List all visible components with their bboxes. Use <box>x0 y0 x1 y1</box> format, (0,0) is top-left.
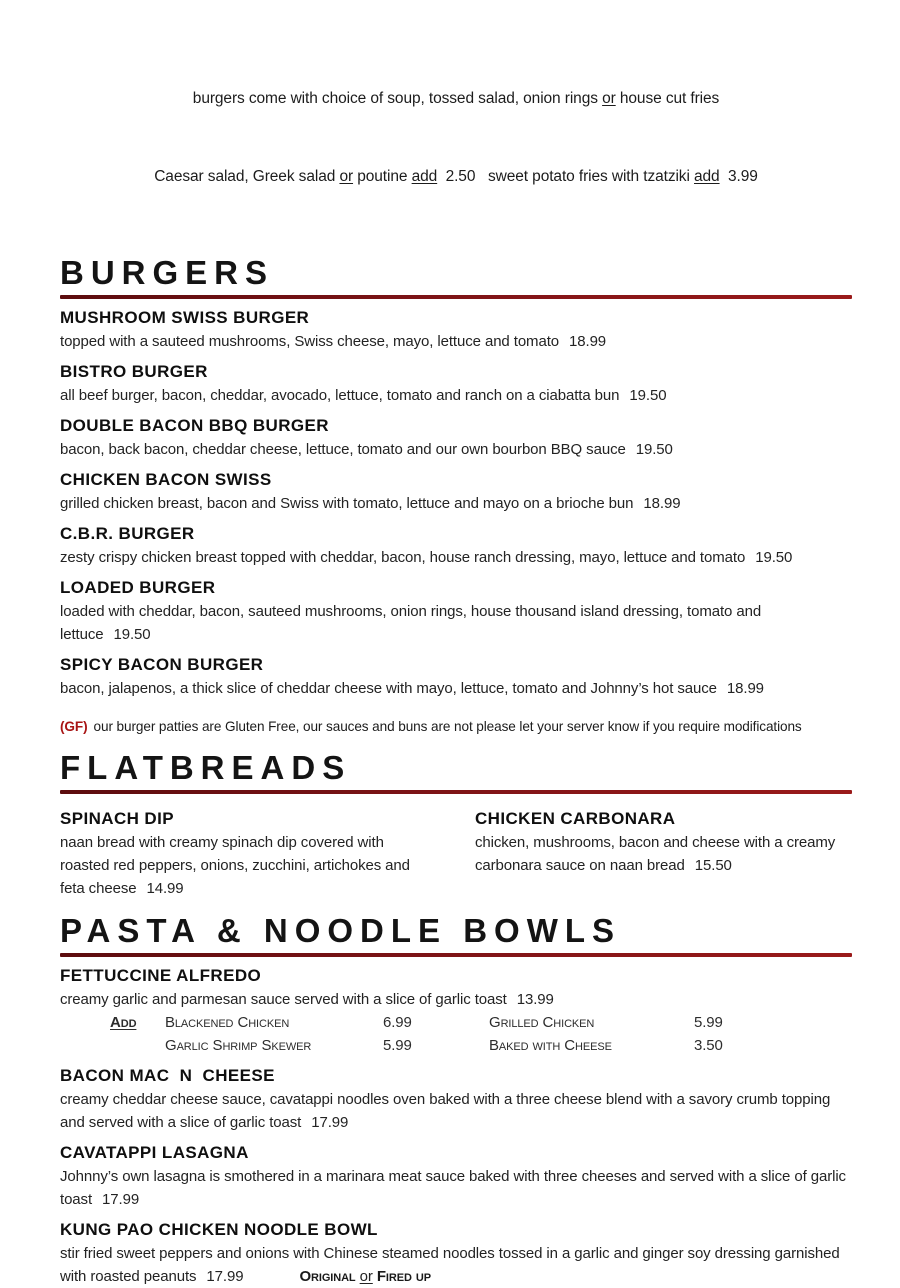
item-desc <box>60 1088 852 1134</box>
item-name: MUSHROOM SWISS BURGER <box>60 308 310 327</box>
item-desc <box>60 384 852 407</box>
menu-item <box>60 468 852 515</box>
item-desc-text: loaded with cheddar, bacon, sauteed mushrooms, onion rings, house thousand island dressing, tomato and lettuce <box>60 603 762 643</box>
intro-text: burgers come with choice of soup, tossed salad, onion rings <box>192 90 603 107</box>
item-desc-text: grilled chicken breast, bacon and Swiss with tomato, lettuce and mayo on a brioche bun <box>60 495 634 512</box>
addons-table <box>60 1011 852 1057</box>
addon-name: Grilled Chicken <box>489 1014 595 1031</box>
section-rule <box>60 953 852 957</box>
item-price: 18.99 <box>569 333 607 350</box>
item-price: 13.99 <box>516 991 554 1008</box>
item-price: 19.50 <box>755 549 793 566</box>
addon-name: Blackened Chicken <box>165 1014 290 1031</box>
section-rule <box>60 295 852 299</box>
kungpao-options <box>299 1268 430 1285</box>
intro-line-1 <box>60 86 852 112</box>
menu-item <box>60 1064 852 1134</box>
item-name: BISTRO BURGER <box>60 362 208 381</box>
item-desc <box>60 677 852 700</box>
item-price: 19.50 <box>113 626 151 643</box>
item-name: DOUBLE BACON BBQ BURGER <box>60 416 329 435</box>
item-name: C.B.R. BURGER <box>60 524 195 543</box>
addon-label-spacer <box>110 1034 165 1057</box>
item-price: 15.50 <box>694 857 732 874</box>
option-original: Original <box>299 1268 356 1285</box>
intro-text: sweet potato fries with tzatziki <box>475 168 695 185</box>
intro-add-underlined: add <box>411 168 438 185</box>
addon-name: Baked with Cheese <box>489 1037 612 1054</box>
intro-or-underlined: or <box>339 168 354 185</box>
menu-item <box>60 360 852 407</box>
item-desc <box>60 546 852 569</box>
addon-label: Add <box>110 1014 137 1031</box>
menu-item <box>60 653 852 700</box>
item-price: 18.99 <box>643 495 681 512</box>
item-name: SPINACH DIP <box>60 809 174 828</box>
intro-text: poutine <box>353 168 412 185</box>
item-price: 19.50 <box>629 387 667 404</box>
menu-item <box>475 807 852 877</box>
item-desc <box>60 600 852 646</box>
intro-text: house cut fries <box>615 90 720 107</box>
item-name: CHICKEN CARBONARA <box>475 809 676 828</box>
gf-note <box>60 717 852 737</box>
item-desc-text: Johnny’s own lasagna is smothered in a marinara meat sauce baked with three cheeses and served with a slice of garlic toast <box>60 1168 846 1208</box>
item-name: LOADED BURGER <box>60 578 216 597</box>
menu-item <box>60 414 852 461</box>
gf-text: our burger patties are Gluten Free, our sauces and buns are not please let your server know if you require modifications <box>93 719 802 734</box>
item-desc <box>60 1242 852 1288</box>
item-desc-text: bacon, jalapenos, a thick slice of cheddar cheese with mayo, lettuce, tomato and Johnny’s hot sauce <box>60 680 717 697</box>
item-name: SPICY BACON BURGER <box>60 655 264 674</box>
option-fired-up: Fired up <box>376 1268 431 1285</box>
section-rule <box>60 790 852 794</box>
addon-name: Garlic Shrimp Skewer <box>165 1037 312 1054</box>
item-desc-text: stir fried sweet peppers and onions with Chinese steamed noodles tossed in a garlic and ginger soy dressing garnished with roasted peanuts <box>60 1245 840 1285</box>
section-title-pasta: PASTA & NOODLE BOWLS <box>60 912 622 949</box>
intro-line-2 <box>60 164 852 190</box>
item-price: 17.99 <box>102 1191 140 1208</box>
intro-add-underlined: add <box>694 168 720 185</box>
item-price: 19.50 <box>635 441 673 458</box>
item-price: 18.99 <box>726 680 764 697</box>
item-desc <box>60 492 852 515</box>
addon-price: 6.99 <box>383 1014 412 1031</box>
menu-item <box>60 1218 852 1288</box>
intro-or-underlined: or <box>602 90 616 107</box>
flatbreads-grid <box>60 800 852 900</box>
item-desc <box>475 831 852 877</box>
item-desc <box>60 831 435 900</box>
item-desc-text: bacon, back bacon, cheddar cheese, lettuce, tomato and our own bourbon BBQ sauce <box>60 441 626 458</box>
item-name: BACON MAC N CHEESE <box>60 1066 275 1085</box>
item-desc <box>60 330 852 353</box>
item-name: CHICKEN BACON SWISS <box>60 470 272 489</box>
section-title-flatbreads: FLATBREADS <box>60 749 352 786</box>
addon-price: 5.99 <box>694 1014 723 1031</box>
menu-page <box>60 34 852 1288</box>
menu-item <box>60 522 852 569</box>
item-price: 14.99 <box>146 880 184 897</box>
item-desc-text: creamy garlic and parmesan sauce served with a slice of garlic toast <box>60 991 507 1008</box>
intro-price: 3.99 <box>719 168 758 185</box>
item-desc <box>60 1165 852 1211</box>
item-desc-text: chicken, mushrooms, bacon and cheese with a creamy carbonara sauce on naan bread <box>475 834 836 874</box>
option-or: or <box>359 1268 373 1285</box>
item-desc-text: creamy cheddar cheese sauce, cavatappi noodles oven baked with a three cheese blend with a savory crumb topping and served with a slice of garlic toast <box>60 1091 831 1131</box>
item-desc-text: naan bread with creamy spinach dip covered with roasted red peppers, onions, zucchini, artichokes and feta cheese <box>60 834 410 897</box>
item-price: 17.99 <box>206 1268 244 1285</box>
item-name: CAVATAPPI LASAGNA <box>60 1143 249 1162</box>
section-title-burgers: BURGERS <box>60 254 275 291</box>
menu-item <box>60 1141 852 1211</box>
item-desc-text: all beef burger, bacon, cheddar, avocado, lettuce, tomato and ranch on a ciabatta bun <box>60 387 620 404</box>
item-desc <box>60 988 852 1011</box>
item-desc <box>60 438 852 461</box>
menu-item <box>60 964 852 1057</box>
addon-price: 3.50 <box>694 1037 723 1054</box>
item-price: 17.99 <box>311 1114 349 1131</box>
intro-text: Caesar salad, Greek salad <box>154 168 340 185</box>
intro-note <box>60 34 852 242</box>
intro-price: 2.50 <box>437 168 476 185</box>
addon-price: 5.99 <box>383 1037 412 1054</box>
item-desc-text: topped with a sauteed mushrooms, Swiss cheese, mayo, lettuce and tomato <box>60 333 560 350</box>
item-name: FETTUCCINE ALFREDO <box>60 966 262 985</box>
menu-item <box>60 576 852 646</box>
menu-item <box>60 306 852 353</box>
item-desc-text: zesty crispy chicken breast topped with cheddar, bacon, house ranch dressing, mayo, lettuce and tomato <box>60 549 746 566</box>
item-name: KUNG PAO CHICKEN NOODLE BOWL <box>60 1220 378 1239</box>
menu-item <box>60 807 435 900</box>
gf-tag: (GF) <box>60 719 88 734</box>
